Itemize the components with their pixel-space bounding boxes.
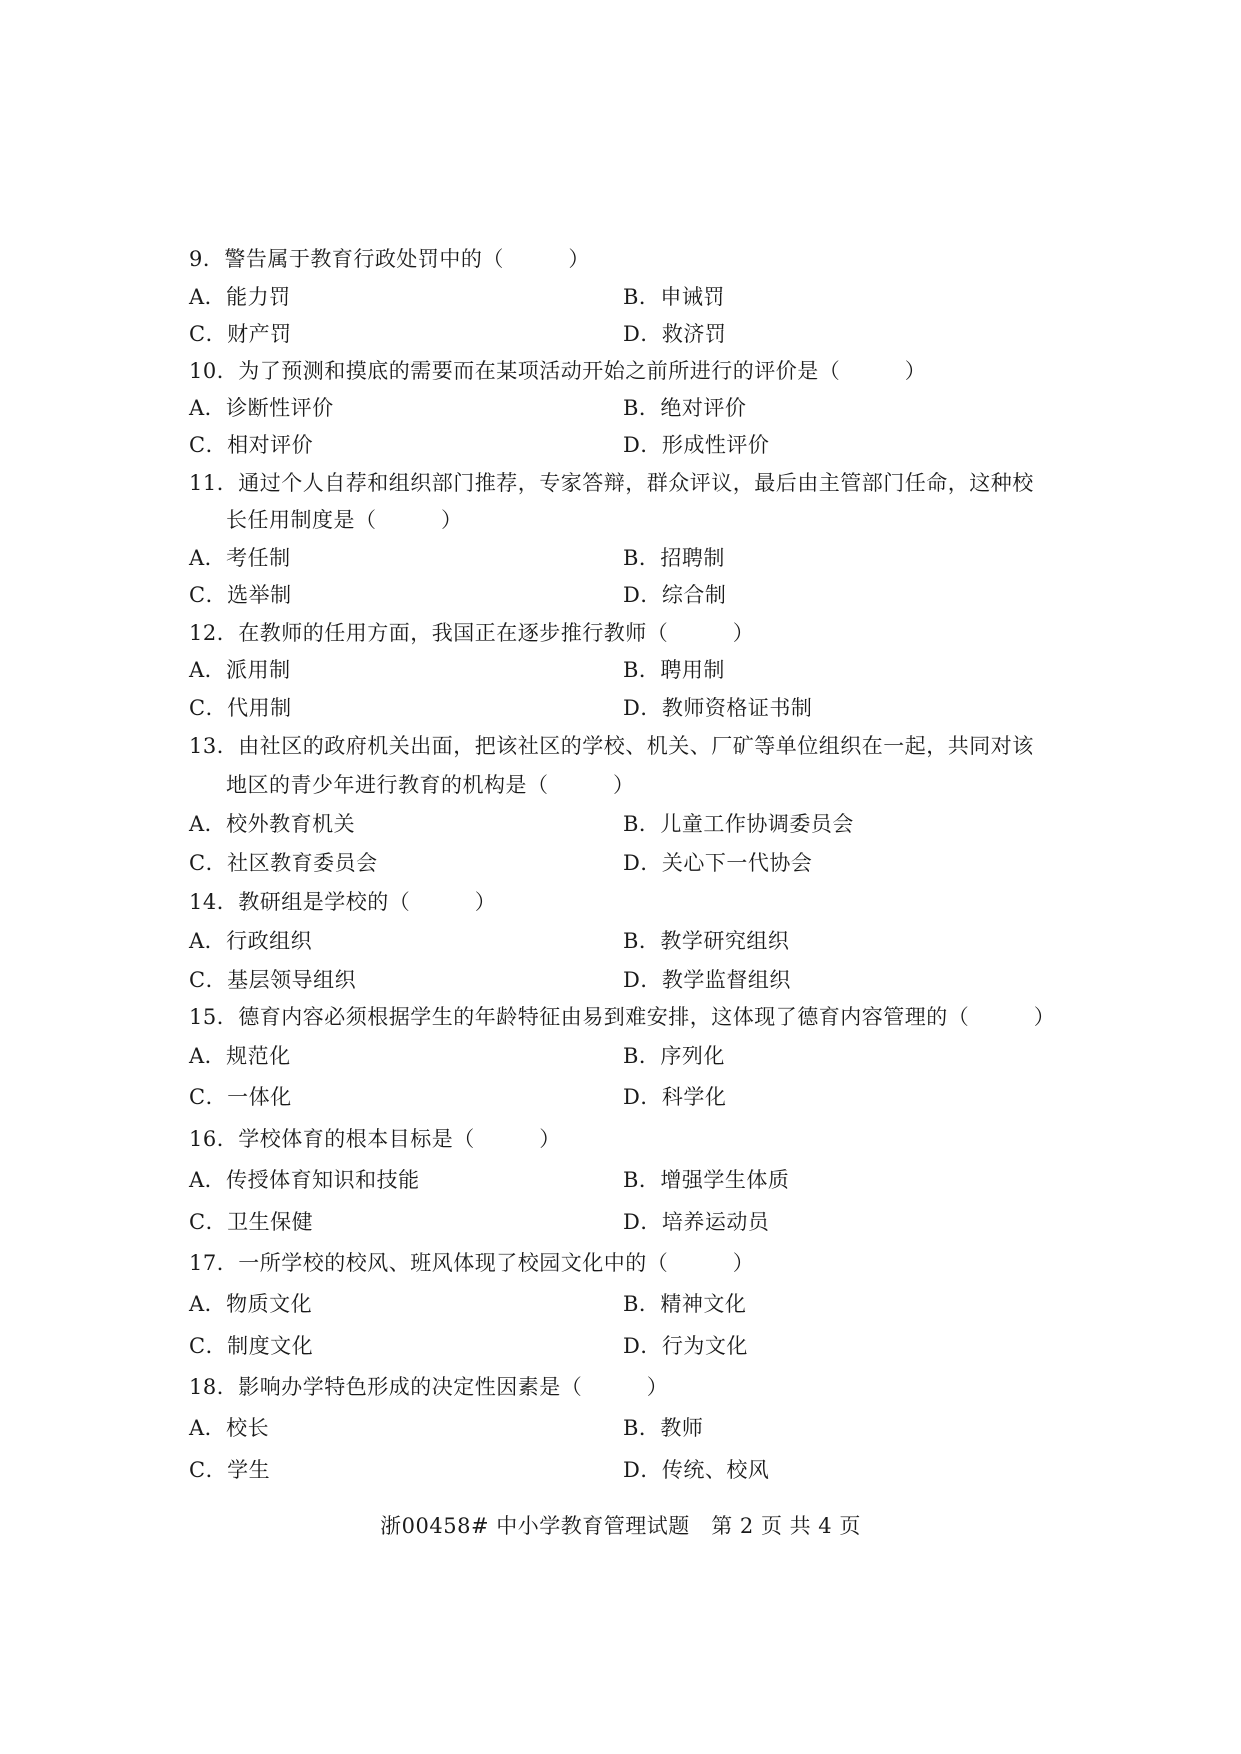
question-15-option-c: C．一体化 (189, 1085, 292, 1109)
question-11-stem-continued: 长任用制度是（ ） (226, 508, 463, 532)
question-13-option-c: C．社区教育委员会 (189, 851, 378, 875)
question-12-stem: 12．在教师的任用方面，我国正在逐步推行教师（ ） (189, 621, 755, 645)
question-18-option-a: A．校长 (189, 1416, 270, 1440)
question-13-option-b: B．儿童工作协调委员会 (623, 812, 854, 836)
question-18-option-c: C．学生 (189, 1458, 271, 1482)
question-16-option-a: A．传授体育知识和技能 (189, 1168, 420, 1192)
question-9-option-a: A．能力罚 (189, 285, 291, 309)
question-17-option-a: A．物质文化 (189, 1292, 313, 1316)
question-11-stem: 11．通过个人自荐和组织部门推荐，专家答辩，群众评议，最后由主管部门任命，这种校 (189, 471, 1034, 495)
question-11-option-b: B．招聘制 (623, 546, 725, 570)
question-14-option-a: A．行政组织 (189, 929, 313, 953)
question-15-option-a: A．规范化 (189, 1044, 291, 1068)
question-17-stem: 17．一所学校的校风、班风体现了校园文化中的（ ） (189, 1251, 755, 1275)
question-13-stem: 13．由社区的政府机关出面，把该社区的学校、机关、厂矿等单位组织在一起，共同对该 (189, 734, 1034, 758)
question-15-stem: 15．德育内容必须根据学生的年龄特征由易到难安排，这体现了德育内容管理的（ ） (189, 1005, 1056, 1029)
question-18-option-b: B．教师 (623, 1416, 704, 1440)
question-13-option-a: A．校外教育机关 (189, 812, 356, 836)
question-10-stem: 10．为了预测和摸底的需要而在某项活动开始之前所进行的评价是（ ） (189, 359, 927, 383)
question-9-option-b: B．申诫罚 (623, 285, 725, 309)
question-12-option-b: B．聘用制 (623, 658, 725, 682)
question-10-option-d: D．形成性评价 (623, 433, 770, 457)
question-15-option-b: B．序列化 (623, 1044, 725, 1068)
question-16-stem: 16．学校体育的根本目标是（ ） (189, 1127, 561, 1151)
question-16-option-c: C．卫生保健 (189, 1210, 314, 1234)
question-18-stem: 18．影响办学特色形成的决定性因素是（ ） (189, 1375, 669, 1399)
question-13-stem-continued: 地区的青少年进行教育的机构是（ ） (226, 773, 635, 797)
question-17-option-b: B．精神文化 (623, 1292, 747, 1316)
question-9-stem: 9．警告属于教育行政处罚中的（ ） (189, 247, 590, 271)
question-10-option-a: A．诊断性评价 (189, 396, 334, 420)
question-14-stem: 14．教研组是学校的（ ） (189, 890, 497, 914)
page-footer: 浙00458# 中小学教育管理试题 第 2 页 共 4 页 (380, 1514, 861, 1538)
question-12-option-c: C．代用制 (189, 696, 292, 720)
question-16-option-d: D．培养运动员 (623, 1210, 770, 1234)
question-15-option-d: D．科学化 (623, 1085, 727, 1109)
question-9-option-c: C．财产罚 (189, 322, 292, 346)
question-10-option-b: B．绝对评价 (623, 396, 747, 420)
question-11-option-a: A．考任制 (189, 546, 291, 570)
question-9-option-d: D．救济罚 (623, 322, 727, 346)
question-10-option-c: C．相对评价 (189, 433, 314, 457)
question-12-option-a: A．派用制 (189, 658, 291, 682)
question-12-option-d: D．教师资格证书制 (623, 696, 813, 720)
question-14-option-b: B．教学研究组织 (623, 929, 790, 953)
question-17-option-c: C．制度文化 (189, 1334, 314, 1358)
question-11-option-c: C．选举制 (189, 583, 292, 607)
question-16-option-b: B．增强学生体质 (623, 1168, 790, 1192)
question-13-option-d: D．关心下一代协会 (623, 851, 813, 875)
question-14-option-d: D．教学监督组织 (623, 968, 791, 992)
question-11-option-d: D．综合制 (623, 583, 727, 607)
question-17-option-d: D．行为文化 (623, 1334, 748, 1358)
question-14-option-c: C．基层领导组织 (189, 968, 357, 992)
question-18-option-d: D．传统、校风 (623, 1458, 770, 1482)
